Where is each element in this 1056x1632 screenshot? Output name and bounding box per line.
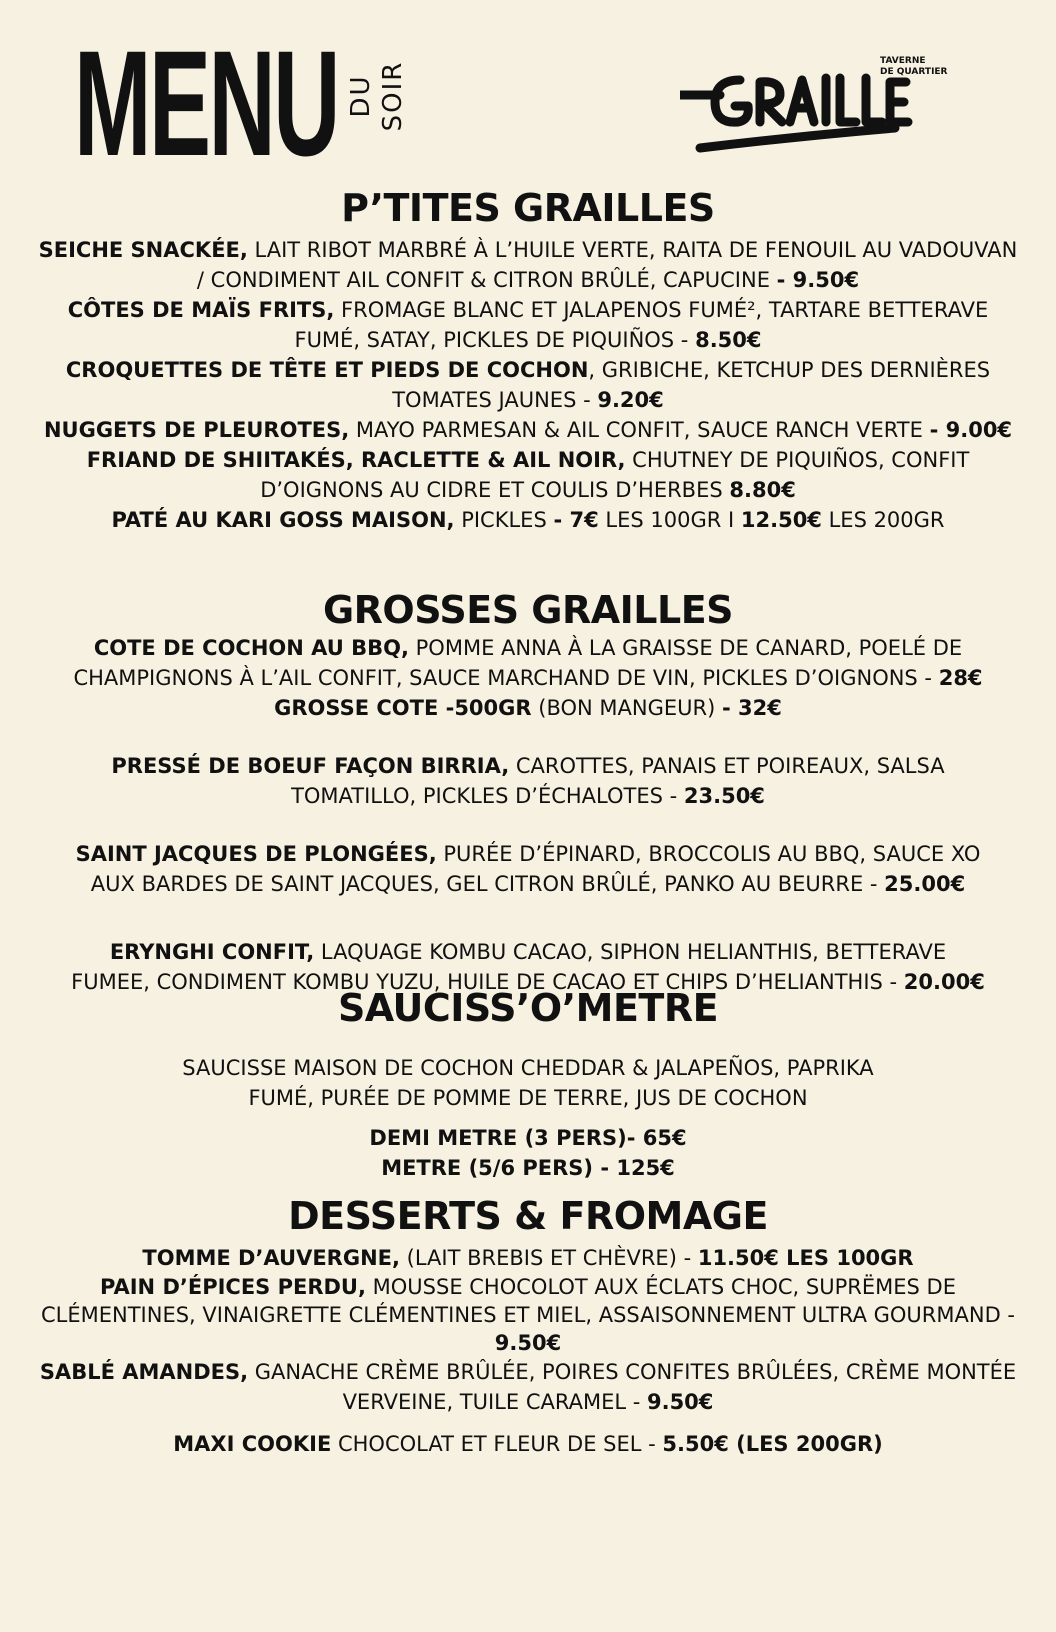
section-title-grosses-grailles: GROSSES GRAILLES xyxy=(322,588,734,632)
item-name: FRIAND DE SHIITAKÉS, RACLETTE & AIL NOIR, xyxy=(86,448,626,472)
item-name: PRESSÉ DE BOEUF FAÇON BIRRIA, xyxy=(111,754,510,778)
item-desc: MOUSSE CHOCOLOT AUX ÉCLATS CHOC, SUPRËMES DE CLÉMENTINES, VINAIGRETTE CLÉMENTINES ET MIEL, ASSAISONNEMENT ULTRA GOURMAND - xyxy=(40,1275,1016,1327)
item-price: - 32€ xyxy=(721,696,782,720)
menu-item xyxy=(30,295,1026,355)
menu-item xyxy=(30,445,1026,505)
item-desc-3: LES 200GR xyxy=(821,508,945,532)
menu-item xyxy=(30,839,1026,899)
menu-item xyxy=(30,1243,1026,1273)
item-desc: CAROTTES, PANAIS ET POIREAUX, SALSA TOMATILLO, PICKLES D’ÉCHALOTES - xyxy=(291,754,945,808)
item-name: PATÉ AU KARI GOSS MAISON, xyxy=(111,508,455,532)
menu-item xyxy=(30,235,1026,295)
option-label: METRE (5/6 PERS) - 125€ xyxy=(381,1156,675,1180)
item-name: SEICHE SNACKÉE, xyxy=(38,238,248,262)
item-price: 23.50€ xyxy=(683,784,765,808)
menu-item xyxy=(30,355,1026,415)
option-label: DEMI METRE (3 PERS)- 65€ xyxy=(369,1126,687,1150)
item-price: - 9.50€ xyxy=(776,268,860,292)
item-name: CROQUETTES DE TÊTE ET PIEDS DE COCHON xyxy=(65,358,589,382)
menu-item xyxy=(30,505,1026,535)
item-price: 9.50€ xyxy=(494,1331,562,1355)
item-name: NUGGETS DE PLEUROTES, xyxy=(43,418,350,442)
item-price: 25.00€ xyxy=(884,872,966,896)
section-title-desserts: DESSERTS & FROMAGE xyxy=(288,1194,768,1238)
saucisse-desc: SAUCISSE MAISON DE COCHON CHEDDAR & JALAPEÑOS, PAPRIKA FUMÉ, PURÉE DE POMME DE TERRE, JUS DE COCHON xyxy=(182,1056,874,1110)
menu-item xyxy=(30,693,1026,723)
logo-tagline-line1: TAVERNE xyxy=(880,56,926,66)
item-desc: CHOCOLAT ET FLEUR DE SEL - xyxy=(331,1432,663,1456)
item-desc: PICKLES xyxy=(454,508,554,532)
item-desc: (BON MANGEUR) xyxy=(531,696,722,720)
item-name: TOMME D’AUVERGNE, xyxy=(142,1246,400,1270)
saucisse-option xyxy=(30,1123,1026,1153)
menu-item xyxy=(30,1357,1026,1417)
item-price: 20.00€ xyxy=(903,970,985,994)
item-name: GROSSE COTE -500GR xyxy=(274,696,532,720)
item-name: ERYNGHI CONFIT, xyxy=(109,940,315,964)
item-desc: POMME ANNA À LA GRAISSE DE CANARD, POELÉ DE CHAMPIGNONS À L’AIL CONFIT, SAUCE MARCHAND DE VIN, PICKLES D’OIGNONS - xyxy=(73,636,963,690)
item-name: COTE DE COCHON AU BBQ, xyxy=(93,636,409,660)
item-price: - 7€ xyxy=(553,508,599,532)
item-name: MAXI COOKIE xyxy=(173,1432,332,1456)
item-price: 5.50€ (LES 200GR) xyxy=(662,1432,883,1456)
section-title-saucissometre: SAUCISS’O’METRE xyxy=(337,986,719,1030)
section-title-ptites-grailles: P’TITES GRAILLES xyxy=(341,186,715,230)
item-desc: , GRIBICHE, KETCHUP DES DERNIÈRES TOMATES JAUNES - xyxy=(392,358,991,412)
saucisse-option xyxy=(30,1153,1026,1183)
menu-item xyxy=(30,415,1026,445)
item-desc: MAYO PARMESAN & AIL CONFIT, SAUCE RANCH VERTE xyxy=(349,418,930,442)
item-desc: GANACHE CRÈME BRÛLÉE, POIRES CONFITES BRÛLÉES, CRÈME MONTÉE VERVEINE, TUILE CARAMEL - xyxy=(248,1360,1017,1414)
item-price: 8.50€ xyxy=(695,328,762,352)
item-desc: LAIT RIBOT MARBRÉ À L’HUILE VERTE, RAITA DE FENOUIL AU VADOUVAN / CONDIMENT AIL CONFIT & CITRON BRÛLÉ, CAPUCINE xyxy=(196,238,1018,292)
item-price: 28€ xyxy=(938,666,983,690)
item-desc: (LAIT BREBIS ET CHÈVRE) - xyxy=(400,1246,698,1270)
item-desc: LAQUAGE KOMBU CACAO, SIPHON HELIANTHIS, BETTERAVE FUMEE, CONDIMENT KOMBU YUZU, HUILE DE CACAO ET CHIPS D’HELIANTHIS - xyxy=(71,940,947,994)
menu-item xyxy=(30,1273,1026,1357)
menu-item xyxy=(30,633,1026,693)
menu-content xyxy=(30,185,1026,1459)
item-name: PAIN D’ÉPICES PERDU, xyxy=(100,1275,366,1299)
item-price: 11.50€ LES 100GR xyxy=(697,1246,914,1270)
item-desc: PURÉE D’ÉPINARD, BROCCOLIS AU BBQ, SAUCE XO AUX BARDES DE SAINT JACQUES, GEL CITRON BRÛLÉ, PANKO AU BEURRE - xyxy=(90,842,981,896)
item-name: SAINT JACQUES DE PLONGÉES, xyxy=(75,842,437,866)
item-price: 9.50€ xyxy=(646,1390,714,1414)
logo-tagline-line2: DE QUARTIER xyxy=(880,67,948,77)
item-name: CÔTES DE MAÏS FRITS, xyxy=(67,298,335,322)
item-price: 9.20€ xyxy=(597,388,664,412)
item-desc-2: LES 100GR I xyxy=(598,508,741,532)
item-price-2: 12.50€ xyxy=(740,508,822,532)
menu-item xyxy=(30,751,1026,811)
item-desc: CHUTNEY DE PIQUIÑOS, CONFIT D’OIGNONS AU CIDRE ET COULIS D’HERBES xyxy=(260,448,970,502)
logo-tagline xyxy=(880,56,970,78)
graille-logo xyxy=(680,50,960,160)
menu-title: MENU xyxy=(74,19,338,187)
item-desc: FROMAGE BLANC ET JALAPENOS FUMÉ², TARTARE BETTERAVE FUMÉ, SATAY, PICKLES DE PIQUIÑOS - xyxy=(294,298,989,352)
item-price: - 9.00€ xyxy=(929,418,1013,442)
item-price: 8.80€ xyxy=(729,478,796,502)
menu-item xyxy=(30,1429,1026,1459)
menu-subtitle: DU SOIR xyxy=(346,60,408,132)
item-name: SABLÉ AMANDES, xyxy=(39,1360,249,1384)
